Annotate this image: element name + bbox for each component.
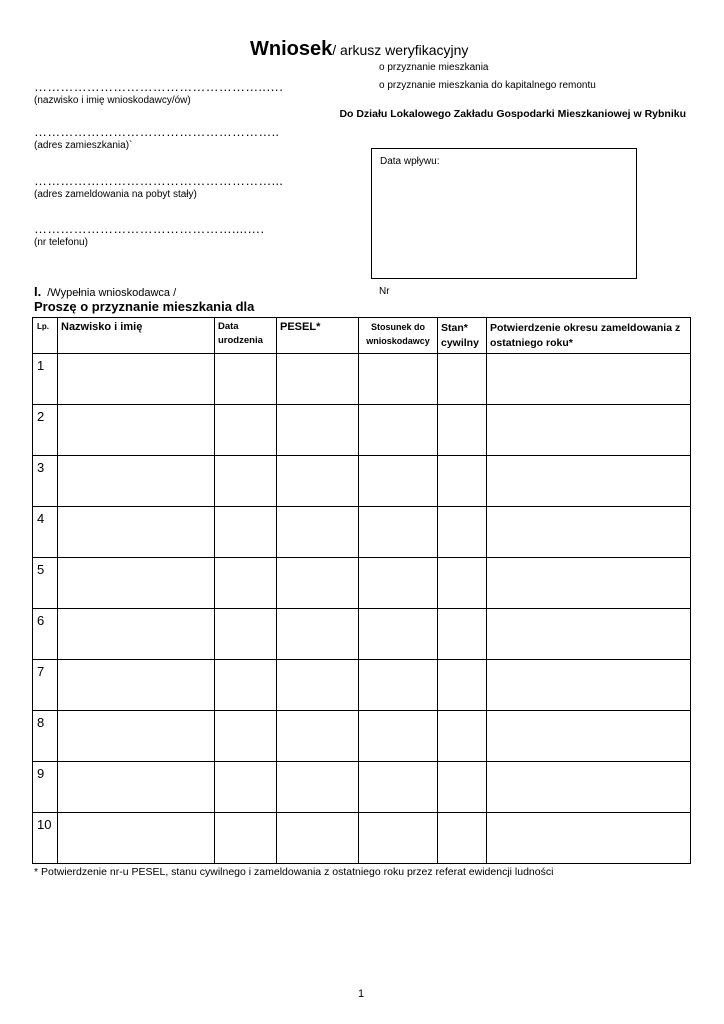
birth-date-cell[interactable] xyxy=(215,354,277,405)
name-cell[interactable] xyxy=(58,456,215,507)
pesel-cell[interactable] xyxy=(277,354,359,405)
birth-date-cell[interactable] xyxy=(215,456,277,507)
header-registration-confirmation: Potwierdzenie okresu zameldowania z ostatniego roku* xyxy=(487,318,691,354)
registration-confirmation-cell[interactable] xyxy=(487,354,691,405)
phone-caption: (nr telefonu) xyxy=(34,237,88,248)
row-number: 7 xyxy=(37,664,45,679)
pesel-cell[interactable] xyxy=(277,660,359,711)
registered-address-caption: (adres zameldowania na pobyt stały) xyxy=(34,189,197,200)
row-number-cell xyxy=(33,813,58,864)
marital-status-cell[interactable] xyxy=(438,558,487,609)
row-number-cell xyxy=(33,456,58,507)
footnote: * Potwierdzenie nr-u PESEL, stanu cywilnego i zameldowania z ostatniego roku przez referat ewidencji ludności xyxy=(34,866,554,878)
pesel-cell[interactable] xyxy=(277,762,359,813)
phone-line[interactable]: ………………………………………....…. xyxy=(34,221,265,236)
marital-status-cell[interactable] xyxy=(438,456,487,507)
registration-confirmation-cell[interactable] xyxy=(487,711,691,762)
name-cell[interactable] xyxy=(58,354,215,405)
page-number: 1 xyxy=(358,988,365,1000)
document-title xyxy=(250,38,468,61)
row-number: 1 xyxy=(37,358,45,373)
pesel-cell[interactable] xyxy=(277,813,359,864)
name-cell[interactable] xyxy=(58,609,215,660)
registration-confirmation-cell[interactable] xyxy=(487,456,691,507)
birth-date-cell[interactable] xyxy=(215,660,277,711)
row-number: 6 xyxy=(37,613,45,628)
table-row xyxy=(33,558,691,609)
name-cell[interactable] xyxy=(58,507,215,558)
relation-cell[interactable] xyxy=(359,405,438,456)
relation-cell[interactable] xyxy=(359,762,438,813)
name-cell[interactable] xyxy=(58,660,215,711)
header-marital-status: Stan* cywilny xyxy=(438,318,487,354)
name-cell[interactable] xyxy=(58,711,215,762)
receipt-date-box[interactable] xyxy=(371,148,637,279)
residence-address-caption: (adres zamieszkania)` xyxy=(34,140,133,151)
marital-status-cell[interactable] xyxy=(438,660,487,711)
birth-date-cell[interactable] xyxy=(215,507,277,558)
row-number-cell xyxy=(33,558,58,609)
section-number: I. xyxy=(34,284,42,299)
table-row xyxy=(33,507,691,558)
relation-cell[interactable] xyxy=(359,609,438,660)
marital-status-cell[interactable] xyxy=(438,711,487,762)
birth-date-cell[interactable] xyxy=(215,762,277,813)
registration-confirmation-cell[interactable] xyxy=(487,813,691,864)
row-number: 10 xyxy=(37,817,52,832)
row-number-cell xyxy=(33,609,58,660)
pesel-cell[interactable] xyxy=(277,507,359,558)
birth-date-cell[interactable] xyxy=(215,711,277,762)
header-relation: Stosunek do wnioskodawcy xyxy=(359,318,438,354)
row-number-cell xyxy=(33,762,58,813)
registration-confirmation-cell[interactable] xyxy=(487,507,691,558)
header-birth-date: Data urodzenia xyxy=(215,318,277,354)
birth-date-cell[interactable] xyxy=(215,558,277,609)
household-members-table xyxy=(32,317,691,864)
row-number: 8 xyxy=(37,715,45,730)
birth-date-cell[interactable] xyxy=(215,813,277,864)
row-number-cell xyxy=(33,660,58,711)
table-row xyxy=(33,711,691,762)
header-name: Nazwisko i imię xyxy=(58,318,215,354)
row-number: 3 xyxy=(37,460,45,475)
relation-cell[interactable] xyxy=(359,456,438,507)
title-main: Wniosek xyxy=(250,38,333,60)
relation-cell[interactable] xyxy=(359,507,438,558)
pesel-cell[interactable] xyxy=(277,456,359,507)
row-number-cell xyxy=(33,711,58,762)
name-cell[interactable] xyxy=(58,405,215,456)
receipt-date-label: Data wpływu: xyxy=(380,156,440,167)
marital-status-cell[interactable] xyxy=(438,507,487,558)
applicant-name-caption: (nazwisko i imię wnioskodawcy/ów) xyxy=(34,95,191,106)
relation-cell[interactable] xyxy=(359,660,438,711)
row-number: 9 xyxy=(37,766,45,781)
row-number: 4 xyxy=(37,511,45,526)
pesel-cell[interactable] xyxy=(277,405,359,456)
row-number: 5 xyxy=(37,562,45,577)
receipt-number-label: Nr xyxy=(379,286,390,297)
request-heading: Proszę o przyznanie mieszkania dla xyxy=(34,299,255,314)
relation-cell[interactable] xyxy=(359,558,438,609)
row-number-cell xyxy=(33,507,58,558)
table-row xyxy=(33,762,691,813)
row-number: 2 xyxy=(37,409,45,424)
registration-confirmation-cell[interactable] xyxy=(487,405,691,456)
relation-cell[interactable] xyxy=(359,711,438,762)
registration-confirmation-cell[interactable] xyxy=(487,762,691,813)
pesel-cell[interactable] xyxy=(277,558,359,609)
marital-status-cell[interactable] xyxy=(438,354,487,405)
birth-date-cell[interactable] xyxy=(215,609,277,660)
section-subtitle: /Wypełnia wnioskodawca / xyxy=(47,287,177,299)
residence-address-line[interactable]: ……………………………………………….. xyxy=(34,124,280,139)
table-row xyxy=(33,354,691,405)
marital-status-cell[interactable] xyxy=(438,762,487,813)
birth-date-cell[interactable] xyxy=(215,405,277,456)
row-number-cell xyxy=(33,354,58,405)
table-row xyxy=(33,456,691,507)
department-address: Do Działu Lokalowego Zakładu Gospodarki Mieszkaniowej w Rybniku xyxy=(339,108,686,120)
marital-status-cell[interactable] xyxy=(438,405,487,456)
header-pesel: PESEL* xyxy=(277,318,359,354)
applicant-name-line[interactable]: ……………………………………………..…. xyxy=(34,79,284,94)
relation-cell[interactable] xyxy=(359,813,438,864)
row-number-cell xyxy=(33,405,58,456)
pesel-cell[interactable] xyxy=(277,609,359,660)
table-row xyxy=(33,660,691,711)
marital-status-cell[interactable] xyxy=(438,609,487,660)
name-cell[interactable] xyxy=(58,813,215,864)
option-renovation: o przyznanie mieszkania do kapitalnego remontu xyxy=(379,80,596,91)
relation-cell[interactable] xyxy=(359,354,438,405)
table-row xyxy=(33,405,691,456)
title-subtitle: / arkusz weryfikacyjny xyxy=(332,42,469,58)
registration-confirmation-cell[interactable] xyxy=(487,558,691,609)
name-cell[interactable] xyxy=(58,558,215,609)
registered-address-line[interactable]: ………………………………………………... xyxy=(34,173,284,188)
table-header-row xyxy=(33,318,691,354)
header-lp: Lp. xyxy=(33,318,58,354)
table-row xyxy=(33,609,691,660)
pesel-cell[interactable] xyxy=(277,711,359,762)
table-row xyxy=(33,813,691,864)
marital-status-cell[interactable] xyxy=(438,813,487,864)
registration-confirmation-cell[interactable] xyxy=(487,609,691,660)
registration-confirmation-cell[interactable] xyxy=(487,660,691,711)
option-allocation: o przyznanie mieszkania xyxy=(379,62,489,73)
name-cell[interactable] xyxy=(58,762,215,813)
